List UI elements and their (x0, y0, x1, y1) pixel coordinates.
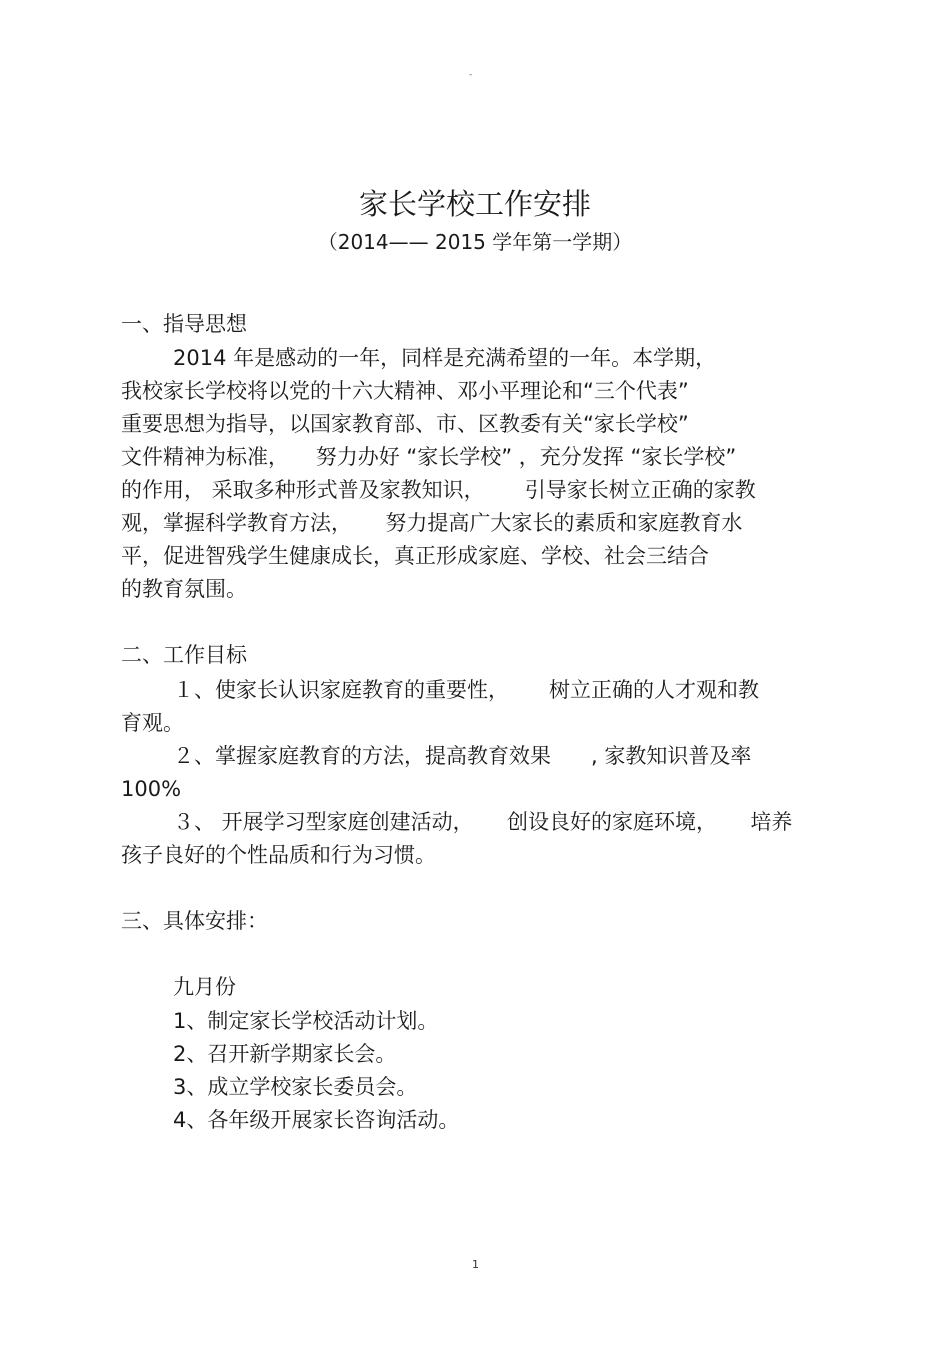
list-item: 1、制定家长学校活动计划。 (173, 1009, 439, 1033)
paragraph-line: ２、掌握家庭教育的方法，提高教育效果 , 家教知识普及率 (173, 744, 752, 768)
paragraph-line: 我校家长学校将以党的十六大精神、邓小平理论和“三个代表” (121, 379, 689, 403)
paragraph-line: ３、 开展学习型家庭创建活动， 创设良好的家庭环境， 培养 (173, 810, 793, 834)
paragraph-line: 100% (121, 777, 182, 801)
list-item: 3、成立学校家长委员会。 (173, 1075, 418, 1099)
paragraph-line: 重要思想为指导，以国家教育部、市、区教委有关“家长学校” (121, 412, 689, 436)
section-heading-guiding-ideology: 一、指导思想 (121, 312, 247, 336)
paragraph-line: 育观。 (121, 711, 184, 735)
document-title: 家长学校工作安排 (358, 187, 591, 221)
paragraph-line: 文件精神为标准， 努力办好 “家长学校” ，充分发挥 “家长学校” (121, 445, 737, 469)
paragraph-line: 平，促进智残学生健康成长，真正形成家庭、学校、社会三结合 (121, 544, 709, 568)
header-mark: - (469, 70, 473, 80)
page-number: 1 (472, 1258, 479, 1271)
list-item: 2、召开新学期家长会。 (173, 1042, 397, 1066)
list-item: 4、各年级开展家长咨询活动。 (173, 1108, 460, 1132)
section-heading-work-goals: 二、工作目标 (121, 643, 247, 667)
month-label: 九月份 (173, 975, 236, 999)
paragraph-line: 的作用， 采取多种形式普及家教知识， 引导家长树立正确的家教 (121, 478, 756, 502)
document-subtitle: （2014—— 2015 学年第一学期） (317, 230, 633, 254)
paragraph-line: 2014 年是感动的一年，同样是充满希望的一年。本学期， (173, 346, 717, 370)
section-heading-specific-arrangements: 三、具体安排： (121, 909, 268, 933)
paragraph-line: １、使家长认识家庭教育的重要性， 树立正确的人才观和教 (173, 678, 760, 702)
paragraph-line: 观，掌握科学教育方法， 努力提高广大家长的素质和家庭教育水 (121, 511, 743, 535)
paragraph-line: 孩子良好的个性品质和行为习惯。 (121, 843, 436, 867)
paragraph-line: 的教育氛围。 (121, 577, 247, 601)
